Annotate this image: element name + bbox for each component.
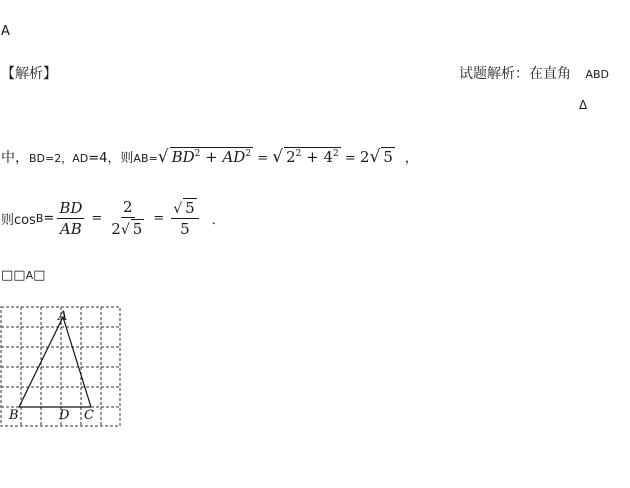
radicand-2: $2^2 + 4^2$ (286, 148, 339, 166)
vertex-label-c: C (84, 408, 94, 423)
triangle-name: ABD (585, 68, 609, 81)
line2-end: ． (211, 212, 225, 228)
triangle-grid-figure (0, 306, 124, 428)
eq-3: = (340, 151, 360, 166)
radicand-1: $BD^2 + AD^2$ (171, 148, 252, 166)
choice-boxes: □□ (1, 268, 26, 283)
result-coef: 2 (359, 148, 370, 166)
ab-label: AB (133, 152, 149, 165)
line1-prefix: 中， (1, 150, 29, 166)
radical-sign-3: √ (369, 147, 381, 167)
answer-letter: A (1, 24, 10, 39)
equation-line-1 (1, 147, 418, 167)
line1-end: ， (404, 151, 418, 166)
vertex-label-a: A (58, 309, 68, 324)
section-label: 【解析】 (1, 66, 57, 82)
triangle-abc (19, 317, 91, 407)
result-radicand: 5 (383, 148, 393, 166)
fraction-2-over-2root5: $\frac{2}{2√ 5}$ (111, 198, 143, 238)
bd-value: =2， (45, 152, 73, 165)
vertex-label-d: D (59, 408, 70, 423)
line2-eq: = (43, 210, 55, 226)
line2-eq-3: = (153, 210, 165, 226)
ad-value: =4，则 (88, 151, 134, 166)
fraction-root5-over-5: $\frac{√ 5}{5}$ (171, 198, 198, 238)
analysis-intro-text: 试题解析：在直角 (459, 66, 571, 82)
choice-line (1, 268, 45, 283)
equation-line-2 (1, 198, 225, 238)
triangle-symbol: Δ (579, 98, 588, 112)
fraction-bd-ab: $\frac{BD}{AB}$ (59, 198, 83, 238)
choice-box-end: □ (33, 268, 46, 283)
vertex-label-b: B (9, 408, 19, 423)
bd-label: BD (29, 152, 46, 165)
radical-sign-1: √ (157, 147, 169, 167)
ad-label: AD (72, 152, 89, 165)
eq-2: = (253, 151, 273, 166)
line2-eq-2: = (91, 210, 103, 226)
analysis-intro (459, 63, 609, 83)
choice-letter: A (25, 269, 34, 282)
ab-eq: = (148, 152, 158, 165)
var-b: B (35, 211, 44, 225)
radical-sign-2: √ (272, 147, 284, 167)
line2-prefix: 则cos (1, 212, 36, 228)
